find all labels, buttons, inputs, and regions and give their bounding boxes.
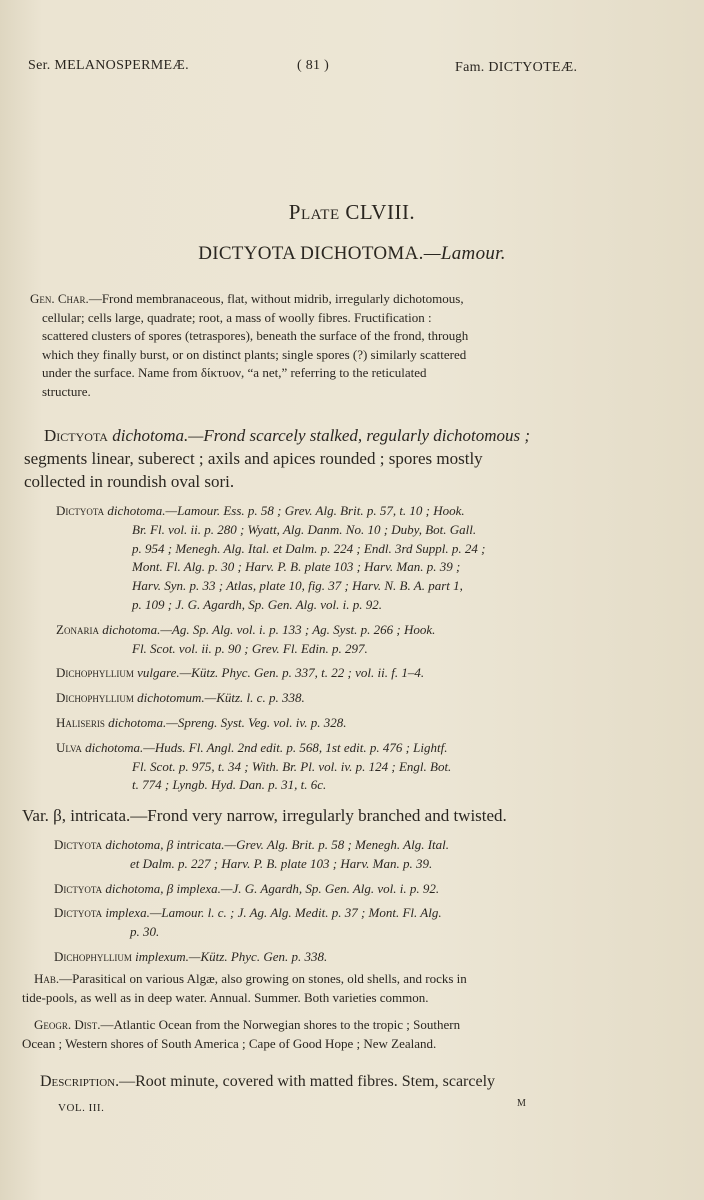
synonym-line: Dichophyllium implexum.—Kütz. Phyc. Gen. p. 338. <box>54 948 328 964</box>
synonym-genus: Dictyota <box>54 837 103 852</box>
habitat-line: Hab.—Parasitical on various Algæ, also growing on stones, old shells, and rocks in <box>34 971 467 986</box>
header-series: Ser. MELANOSPERMEÆ. <box>28 58 189 73</box>
synonym-genus: Dictyota <box>56 503 105 518</box>
distribution-line: Geogr. Dist.—Atlantic Ocean from the Norwegian shores to the tropic ; Southern <box>34 1017 461 1032</box>
description: Description.—Root minute, covered with matted fibres. Stem, scarcely <box>40 1073 496 1090</box>
generic-character <box>30 290 594 401</box>
synonym-line: Dichophyllium vulgare.—Kütz. Phyc. Gen. p. 337, t. 22 ; vol. ii. f. 1–4. <box>56 665 425 681</box>
synonym-genus: Dictyota <box>54 905 103 921</box>
diagnosis <box>24 424 596 493</box>
species-name: DICTYOTA DICHOTOMA. <box>198 243 424 264</box>
gen-char-lead: Gen. Char. <box>30 291 89 306</box>
synonym-line: Dictyota dichotoma, β intricata.—Grev. Alg. Brit. p. 58 ; Menegh. Alg. Ital. <box>54 837 450 852</box>
gen-char-line: scattered clusters of spores (tetraspores), beneath the surface of the frond, through <box>42 328 469 343</box>
gen-char-line: under the surface. Name from δίκτυον, “a net,” referring to the reticulated <box>42 365 427 380</box>
synonym-entry <box>54 880 594 899</box>
distribution <box>22 1016 594 1053</box>
species-author: —Lamour. <box>423 243 506 264</box>
synonym-line: Harv. Syn. p. 33 ; Atlas, plate 10, fig. 37 ; Harv. N. B. A. part 1, <box>132 578 463 594</box>
species-title <box>0 243 704 265</box>
synonym-line: p. 30. <box>130 924 160 940</box>
gen-char-line: Gen. Char.—Frond membranaceous, flat, without midrib, irregularly dichotomous, <box>30 291 464 306</box>
synonymy <box>56 502 592 795</box>
synonym-genus: Dichophyllium <box>54 948 132 964</box>
diagnosis-line: segments linear, suberect ; axils and apices rounded ; spores mostly <box>24 449 483 468</box>
synonym-line: Dictyota dichotoma.—Lamour. Ess. p. 58 ; Grev. Alg. Brit. p. 57, t. 10 ; Hook. <box>56 503 465 518</box>
diagnosis-genus: Dictyota <box>44 426 108 445</box>
synonym-line: p. 954 ; Menegh. Alg. Ital. et Dalm. p. 224 ; Endl. 3rd Suppl. p. 24 ; <box>132 540 486 556</box>
signature-mark: M <box>517 1098 526 1109</box>
synonym-genus: Haliseris <box>56 714 105 730</box>
header-family: Fam. DICTYOTEÆ. <box>455 60 578 75</box>
synonym-line: Dictyota implexa.—Lamour. l. c. ; J. Ag. Alg. Medit. p. 37 ; Mont. Fl. Alg. <box>54 905 442 921</box>
gen-char-line: which they finally burst, or on distinct plants; single spores (?) similarly scattered <box>42 346 467 362</box>
distribution-line: Ocean ; Western shores of South America ; Cape of Good Hope ; New Zealand. <box>22 1035 437 1051</box>
synonym-genus: Zonaria <box>56 621 99 637</box>
synonym-line: Dictyota dichotoma, β implexa.—J. G. Agardh, Sp. Gen. Alg. vol. i. p. 92. <box>54 880 440 896</box>
distribution-lead: Geogr. Dist. <box>34 1017 101 1032</box>
synonym-entry <box>56 664 592 683</box>
variety-line: Var. β, intricata.—Frond very narrow, irregularly branched and twisted. <box>22 806 507 825</box>
synonym-line: Dichophyllium dichotomum.—Kütz. l. c. p. 338. <box>56 690 305 706</box>
synonym-entry <box>56 689 592 708</box>
synonym-genus: Ulva <box>56 739 82 755</box>
synonym-line: t. 774 ; Lyngb. Hyd. Dan. p. 31, t. 6c. <box>132 777 327 793</box>
habitat-line: tide-pools, as well as in deep water. Annual. Summer. Both varieties common. <box>22 989 429 1005</box>
synonym-entry <box>56 621 592 659</box>
habitat <box>22 970 594 1007</box>
plate-title: Plate CLVIII. <box>288 200 416 224</box>
synonym-entry <box>56 739 592 795</box>
synonym-entry <box>54 948 594 967</box>
synonym-genus: Dichophyllium <box>56 690 134 706</box>
synonym-line: et Dalm. p. 227 ; Harv. P. B. plate 103 ; Harv. Man. p. 39. <box>130 855 433 871</box>
synonym-line: p. 109 ; J. G. Agardh, Sp. Gen. Alg. vol. i. p. 92. <box>132 596 382 612</box>
gen-char-line: cellular; cells large, quadrate; root, a mass of woolly fibres. Fructification : <box>42 309 432 325</box>
synonym-line: Fl. Scot. p. 975, t. 34 ; With. Br. Pl. vol. iv. p. 124 ; Engl. Bot. <box>132 758 452 774</box>
synonym-line: Zonaria dichotoma.—Ag. Sp. Alg. vol. i. p. 133 ; Ag. Syst. p. 266 ; Hook. <box>56 621 436 637</box>
description-lead: Description. <box>40 1073 120 1090</box>
habitat-lead: Hab. <box>34 971 60 986</box>
synonym-line: Fl. Scot. vol. ii. p. 90 ; Grev. Fl. Edin. p. 297. <box>132 640 368 656</box>
synonym-entry <box>56 714 592 733</box>
synonym-genus: Dichophyllium <box>56 665 134 681</box>
synonym-entry <box>56 502 592 615</box>
volume-label: VOL. III. <box>58 1102 105 1114</box>
gen-char-line: structure. <box>42 383 91 399</box>
synonym-line: Br. Fl. vol. ii. p. 280 ; Wyatt, Alg. Danm. No. 10 ; Duby, Bot. Gall. <box>132 521 477 537</box>
synonym-line: Mont. Fl. Alg. p. 30 ; Harv. P. B. plate 103 ; Harv. Man. p. 39 ; <box>132 559 461 575</box>
synonym-genus: Dictyota <box>54 880 103 896</box>
variety-synonymy <box>54 836 594 967</box>
synonym-line: Haliseris dichotoma.—Spreng. Syst. Veg. vol. iv. p. 328. <box>56 714 347 730</box>
diagnosis-line: Dictyota dichotoma.—Frond scarcely stalked, regularly dichotomous ; <box>44 426 531 445</box>
synonym-line: Ulva dichotoma.—Huds. Fl. Angl. 2nd edit. p. 568, 1st edit. p. 476 ; Lightf. <box>56 739 448 755</box>
diagnosis-line: collected in roundish oval sori. <box>24 472 235 491</box>
synonym-entry <box>54 904 594 942</box>
synonym-entry <box>54 836 594 874</box>
page-number: ( 81 ) <box>297 58 330 73</box>
